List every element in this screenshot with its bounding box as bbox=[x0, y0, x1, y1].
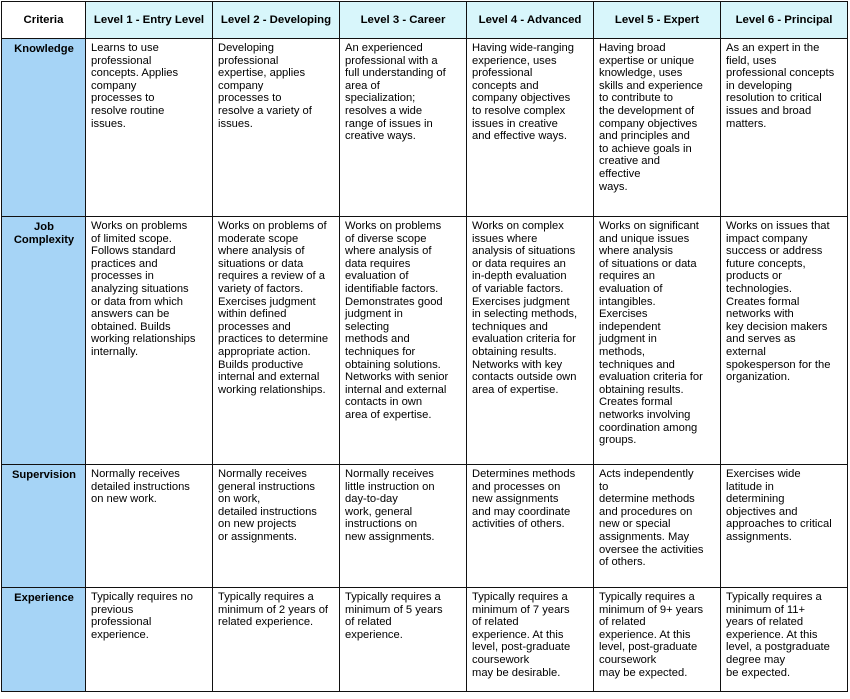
header-row bbox=[2, 2, 848, 39]
cell-knowledge-level-4: Having wide-ranging experience, uses professional concepts and company objectives to resolve complex issues in creative and effective ways. bbox=[467, 39, 594, 217]
cell-supervision-level-6: Exercises wide latitude in determining objectives and approaches to critical assignments. bbox=[721, 465, 848, 588]
cell-complexity-level-5: Works on significant and unique issues where analysis of situations or data requires an evaluation of intangibles. Exercises independent judgment in methods, techniques and evaluation criteria for obtaining results. Creates formal networks involving coordination among groups. bbox=[594, 217, 721, 465]
cell-experience-level-3: Typically requires a minimum of 5 years of related experience. bbox=[340, 588, 467, 692]
criteria-supervision: Supervision bbox=[2, 465, 86, 588]
level-5-header: Level 5 - Expert bbox=[594, 2, 721, 39]
cell-knowledge-level-2: Developing professional expertise, applies company processes to resolve a variety of issues. bbox=[213, 39, 340, 217]
criteria-experience: Experience bbox=[2, 588, 86, 692]
cell-supervision-level-2: Normally receives general instructions on work, detailed instructions on new projects or assignments. bbox=[213, 465, 340, 588]
career-level-matrix bbox=[1, 1, 848, 692]
cell-experience-level-4: Typically requires a minimum of 7 years of related experience. At this level, post-graduate coursework may be desirable. bbox=[467, 588, 594, 692]
cell-knowledge-level-3: An experienced professional with a full understanding of area of specialization; resolves a wide range of issues in creative ways. bbox=[340, 39, 467, 217]
row-experience bbox=[2, 588, 848, 692]
row-supervision bbox=[2, 465, 848, 588]
criteria-job-complexity: Job Complexity bbox=[2, 217, 86, 465]
criteria-header: Criteria bbox=[2, 2, 86, 39]
level-4-header: Level 4 - Advanced bbox=[467, 2, 594, 39]
cell-complexity-level-4: Works on complex issues where analysis of situations or data requires an in-depth evaluation of variable factors. Exercises judgment in selecting methods, techniques and evaluation criteria for obtaining results. Networks with key contacts outside own area of expertise. bbox=[467, 217, 594, 465]
cell-complexity-level-6: Works on issues that impact company success or address future concepts, products or technologies. Creates formal networks with key decision makers and serves as external spokesperson for the organization. bbox=[721, 217, 848, 465]
row-knowledge bbox=[2, 39, 848, 217]
cell-complexity-level-2: Works on problems of moderate scope where analysis of situations or data requires a review of a variety of factors. Exercises judgment within defined processes and practices to determine appropriate action. Builds productive internal and external working relationships. bbox=[213, 217, 340, 465]
row-job-complexity bbox=[2, 217, 848, 465]
cell-experience-level-6: Typically requires a minimum of 11+ years of related experience. At this level, a postgraduate degree may be expected. bbox=[721, 588, 848, 692]
cell-knowledge-level-1: Learns to use professional concepts. Applies company processes to resolve routine issues. bbox=[86, 39, 213, 217]
cell-complexity-level-3: Works on problems of diverse scope where analysis of data requires evaluation of identifiable factors. Demonstrates good judgment in selecting methods and techniques for obtaining solutions. Networks with senior internal and external contacts in own area of expertise. bbox=[340, 217, 467, 465]
level-1-header: Level 1 - Entry Level bbox=[86, 2, 213, 39]
cell-experience-level-5: Typically requires a minimum of 9+ years of related experience. At this level, post-graduate coursework may be expected. bbox=[594, 588, 721, 692]
cell-knowledge-level-5: Having broad expertise or unique knowledge, uses skills and experience to contribute to the development of company objectives and principles and to achieve goals in creative and effective ways. bbox=[594, 39, 721, 217]
level-2-header: Level 2 - Developing bbox=[213, 2, 340, 39]
cell-experience-level-2: Typically requires a minimum of 2 years of related experience. bbox=[213, 588, 340, 692]
criteria-knowledge: Knowledge bbox=[2, 39, 86, 217]
level-6-header: Level 6 - Principal bbox=[721, 2, 848, 39]
cell-knowledge-level-6: As an expert in the field, uses professional concepts in developing resolution to critical issues and broad matters. bbox=[721, 39, 848, 217]
cell-supervision-level-1: Normally receives detailed instructions on new work. bbox=[86, 465, 213, 588]
level-3-header: Level 3 - Career bbox=[340, 2, 467, 39]
cell-supervision-level-3: Normally receives little instruction on day-to-day work, general instructions on new assignments. bbox=[340, 465, 467, 588]
cell-experience-level-1: Typically requires no previous professional experience. bbox=[86, 588, 213, 692]
cell-supervision-level-5: Acts independently to determine methods and procedures on new or special assignments. May oversee the activities of others. bbox=[594, 465, 721, 588]
cell-supervision-level-4: Determines methods and processes on new assignments and may coordinate activities of others. bbox=[467, 465, 594, 588]
cell-complexity-level-1: Works on problems of limited scope. Follows standard practices and processes in analyzing situations or data from which answers can be obtained. Builds working relationships internally. bbox=[86, 217, 213, 465]
